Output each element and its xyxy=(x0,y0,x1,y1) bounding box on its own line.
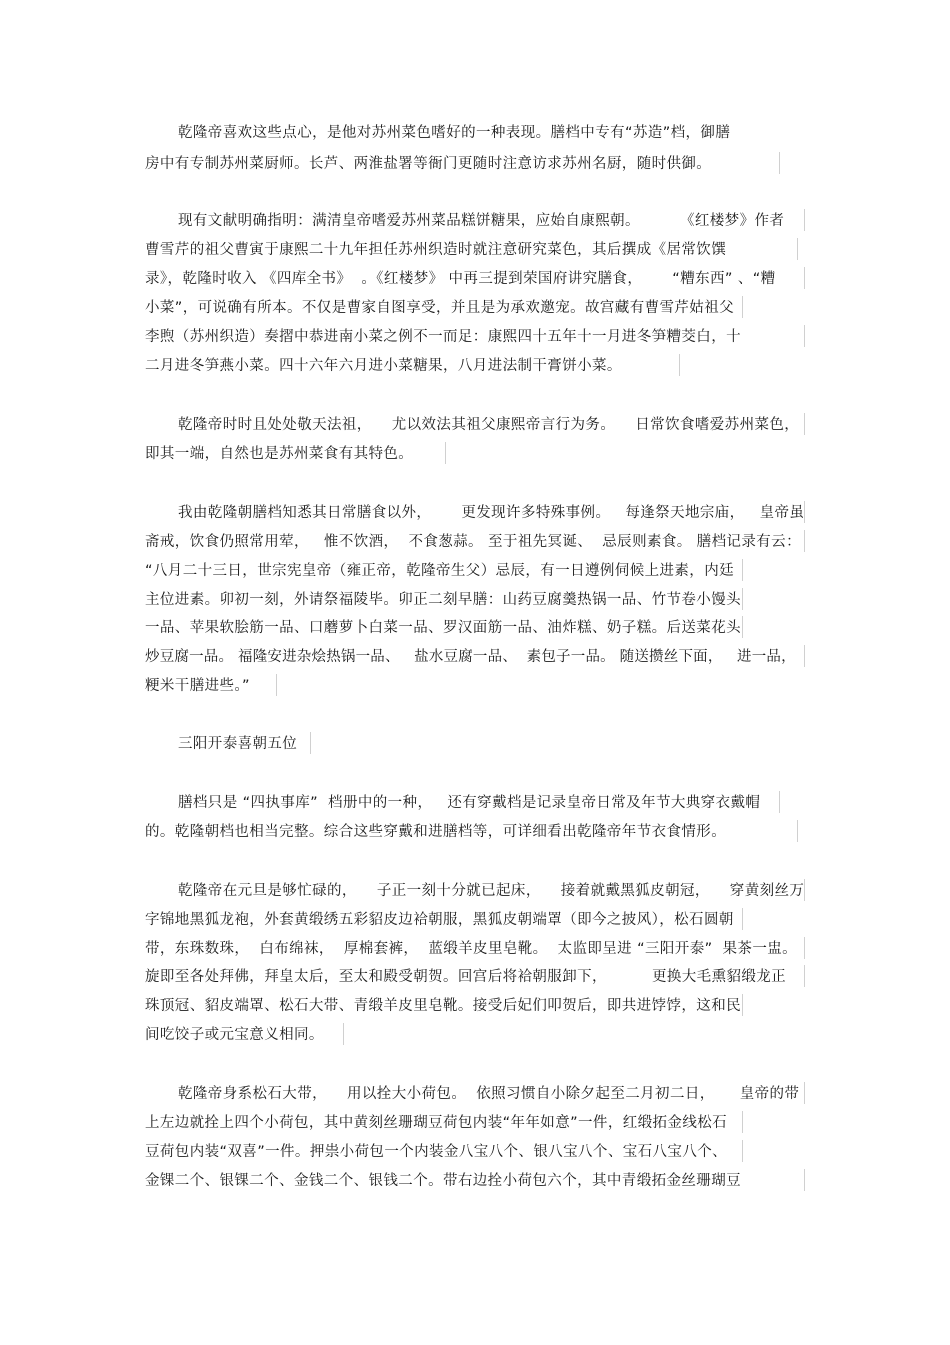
para-4-line-7: 粳米干膳进些。” xyxy=(145,678,250,694)
line-marker xyxy=(679,354,680,376)
para-2-line-4: 小菜”，可说确有所本。不仅是曹家自图享受，并且是为承欢邀宠。故宫藏有曹雪芹姑祖父 xyxy=(145,300,735,316)
line-marker xyxy=(804,501,805,523)
para-2-line-3: 录》，乾隆时收入 《四库全书》 。《红楼梦》 中再三提到荣国府讲究膳食， “糟东西” 、“糟 xyxy=(145,271,776,287)
line-marker xyxy=(742,908,743,930)
para-7-line-3: 豆荷包内装“双喜”一件。押祟小荷包一个内装金八宝八个、银八宝八个、宝石八宝八个、 xyxy=(145,1144,728,1160)
line-marker xyxy=(779,791,780,813)
para-3-line-1: 乾隆帝时时且处处敬天法祖， 尤以效法其祖父康熙帝言行为务。 日常饮食嗜爱苏州菜色， xyxy=(178,417,800,433)
para-4-line-4: 主位进素。卯初一刻，外请祭福陵毕。卯正二刻早膳：山药豆腐羹热锅一品、竹节卷小馒头 xyxy=(145,592,741,608)
para-6-line-6: 间吃饺子或元宝意义相同。 xyxy=(145,1027,324,1043)
line-marker xyxy=(343,1023,344,1045)
line-marker xyxy=(804,1169,805,1191)
line-marker xyxy=(742,1140,743,1162)
line-marker xyxy=(742,559,743,581)
line-marker xyxy=(804,209,805,231)
line-marker xyxy=(804,879,805,901)
para-6-line-4: 旋即至各处拜佛，拜皇太后，至太和殿受朝贺。回宫后将袷朝服卸下， 更换大毛熏貂缎龙正 xyxy=(145,969,787,985)
line-marker xyxy=(804,413,805,435)
line-marker xyxy=(797,820,798,842)
para-6-line-2: 字锦地黑狐龙袍，外套黄缎绣五彩貂皮边袷朝服，黑狐皮朝端罩（即今之披风），松石圆朝 xyxy=(145,912,734,928)
para-6-line-3: 带，东珠数珠， 白布绵袜， 厚棉套裤， 蓝缎羊皮里皂靴。 太监即呈进 “三阳开泰” 果茶一盅。 xyxy=(145,941,798,957)
line-marker xyxy=(804,965,805,987)
para-4-line-2: 斋戒，饮食仍照常用荤， 惟不饮酒， 不食葱蒜。 至于祖先冥诞、 忌辰则素食。 膳档记录有云： xyxy=(145,534,801,550)
line-marker xyxy=(742,616,743,638)
para-7-line-4: 金锞二个、银锞二个、金钱二个、银钱二个。带右边拴小荷包六个，其中青缎拓金丝珊瑚豆 xyxy=(145,1173,741,1189)
line-marker xyxy=(742,296,743,318)
line-marker xyxy=(276,674,277,696)
line-marker xyxy=(804,267,805,289)
para-7-line-2: 上左边就拴上四个小荷包，其中黄刻丝珊瑚豆荷包内装“年年如意”一件，红缎拓金线松石 xyxy=(145,1115,728,1131)
line-marker xyxy=(804,645,805,667)
line-marker xyxy=(804,937,805,959)
line-marker xyxy=(779,152,780,174)
line-marker xyxy=(797,238,798,260)
para-6-line-5: 珠顶冠、貂皮端罩、松石大带、青缎羊皮里皂靴。接受后妃们叩贺后，即共进饽饽，这和民 xyxy=(145,998,741,1014)
line-marker xyxy=(445,442,446,464)
para-1-line-1: 乾隆帝喜欢这些点心，是他对苏州菜色嗜好的一种表现。膳档中专有“苏造”档，御膳 xyxy=(178,125,731,141)
para-2-line-2: 曹雪芹的祖父曹寅于康熙二十九年担任苏州织造时就注意研究菜色，其后撰成《居常饮馔 xyxy=(145,242,727,258)
para-2-line-1: 现有文献明确指明：满清皇帝嗜爱苏州菜品糕饼糖果，应始自康熙朝。 《红楼梦》作者 xyxy=(178,213,785,229)
para-3-line-2: 即其一端，自然也是苏州菜食有其特色。 xyxy=(145,446,414,462)
para-5-line-2: 的。乾隆朝档也相当完整。综合这些穿戴和进膳档等，可详细看出乾隆帝年节衣食情形。 xyxy=(145,824,727,840)
para-7-line-1: 乾隆帝身系松石大带， 用以拴大小荷包。 依照习惯自小除夕起至二月初二日， 皇帝的带 xyxy=(178,1086,800,1102)
line-marker xyxy=(310,732,311,754)
para-1-line-2: 房中有专制苏州菜厨师。长芦、两淮盐署等衙门更随时注意访求苏州名厨，随时供御。 xyxy=(145,156,712,172)
para-2-line-5: 李煦（苏州织造）奏摺中恭进南小菜之例不一而足：康熙四十五年十一月进冬笋糟茭白，十 xyxy=(145,329,741,345)
para-4-line-1: 我由乾隆朝膳档知悉其日常膳食以外， 更发现许多特殊事例。 每逢祭天地宗庙， 皇帝虽 xyxy=(178,505,805,521)
para-6-line-1: 乾隆帝在元旦是够忙碌的， 子正一刻十分就已起床， 接着就戴黑狐皮朝冠， 穿黄刻丝万 xyxy=(178,883,805,899)
line-marker xyxy=(804,1082,805,1104)
para-5-line-1: 膳档只是 “四执事库” 档册中的一种， 还有穿戴档是记录皇帝日常及年节大典穿衣戴帽 xyxy=(178,795,761,811)
para-4-line-3: “八月二十三日，世宗宪皇帝（雍正帝，乾隆帝生父）忌辰，有一日遵例伺候上进素，内廷 xyxy=(145,563,735,579)
para-2-line-6: 二月进冬笋燕小菜。四十六年六月进小菜糖果，八月进法制干膏饼小菜。 xyxy=(145,358,622,374)
para-4-line-5: 一品、苹果软脍筋一品、口蘑萝卜白菜一品、罗汉面筋一品、油炸糕、奶子糕。后送菜花头 xyxy=(145,620,741,636)
para-4-line-6: 炒豆腐一品。 福隆安进杂烩热锅一品、 盐水豆腐一品、 素包子一品。 随送攒丝下面， 进一品， xyxy=(145,649,796,665)
section-heading: 三阳开泰喜朝五位 xyxy=(178,736,298,752)
line-marker xyxy=(742,994,743,1016)
line-marker xyxy=(804,530,805,552)
line-marker xyxy=(742,588,743,610)
line-marker xyxy=(804,325,805,347)
line-marker xyxy=(742,1111,743,1133)
